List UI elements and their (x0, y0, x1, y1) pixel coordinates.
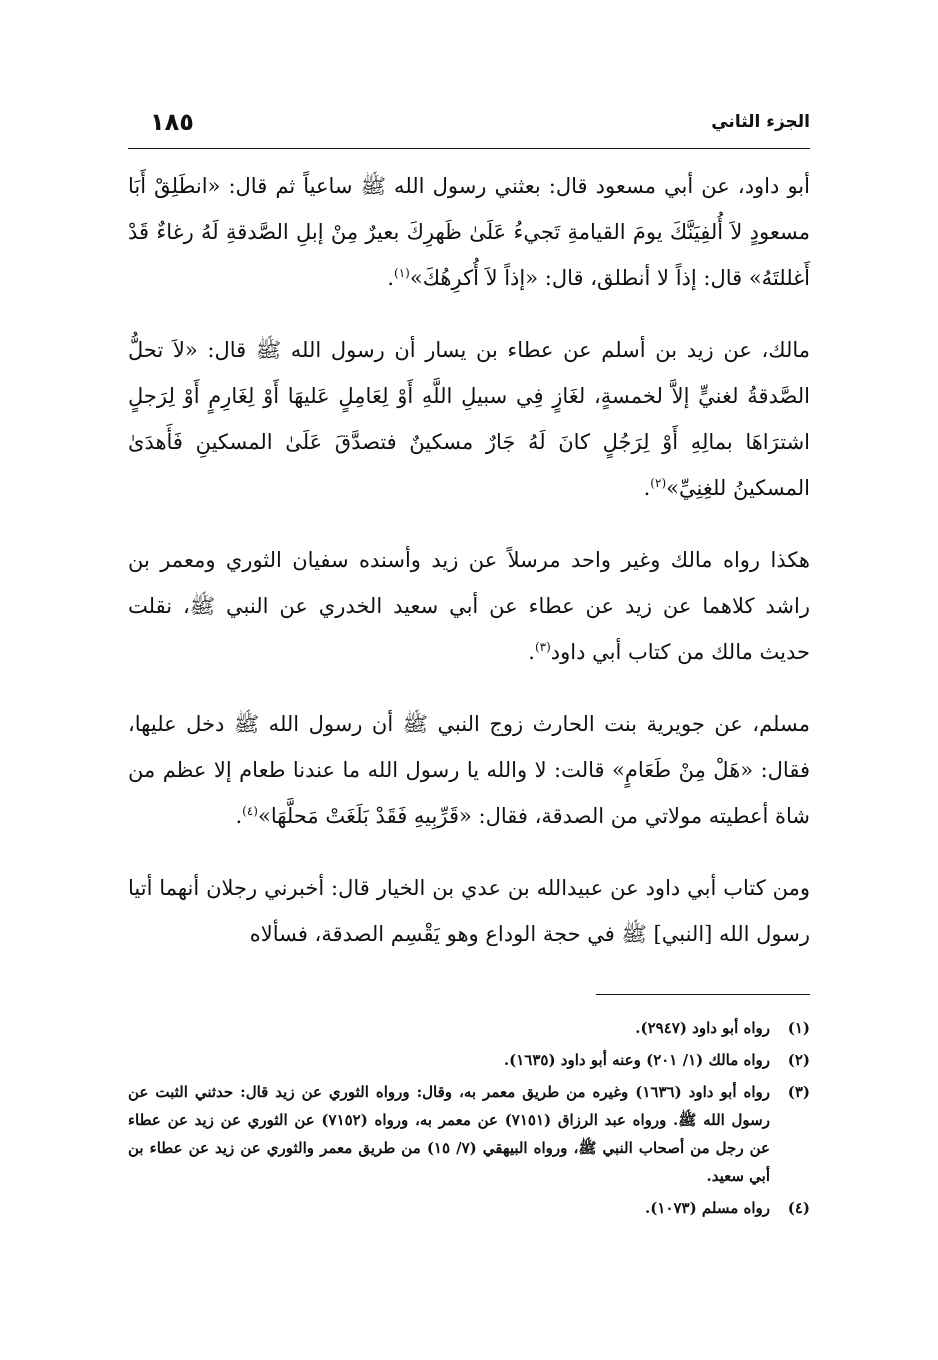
main-text (128, 163, 810, 983)
footnote-ref[interactable]: (١) (394, 266, 410, 280)
footnote-2 (128, 1046, 810, 1074)
footnote-text: رواه مالك (١/ ٢٠١) وعنه أبو داود (١٦٣٥). (503, 1051, 770, 1069)
paragraph-2: مالك، عن زيد بن أسلم عن عطاء بن يسار أن رسول الله ﷺ قال: «لاَ تحلُّ الصَّدقةُ لغنيٍّ إلاَّ لخمسةٍ، لغَازٍ فِي سبيلِ اللَّهِ أَوْ لِعَامِلٍ عَليهَا أَوْ لِغَارِمٍ أَوْ لِرَجلٍ اشترَاهَا بمالِهِ أَوْ لِرَجُلٍ كانَ لَهُ جَارٌ مسكينٌ فتصدَّقَ عَلَىٰ المسكينِ فَأَهدَىٰ المسكينُ للغِنِيِّ»$^{(٢)}$. (128, 338, 810, 500)
footnote-number: (١) (787, 1019, 810, 1037)
footnote-text: رواه أبو داود (١٦٣٦) وغيره من طريق معمر به، وقال: ورواه الثوري عن زيد قال: حدثني الثبت عن رسول الله ﷺ. ورواه عبد الرزاق (٧١٥١) عن معمر به، ورواه (٧١٥٢) عن الثوري عن زيد عن عطاء عن رجل من أصحاب النبي ﷺ، ورواه البيهقي (٧/ ١٥) من طريق معمر والثوري عن زيد عن عطاء بن أبي سعيد. (128, 1083, 771, 1185)
paragraph-3: هكذا رواه مالك وغير واحد مرسلاً عن زيد وأسنده سفيان الثوري ومعمر بن راشد كلاهما عن زيد عن عطاء عن أبي سعيد الخدري عن النبي ﷺ، نقلت حديث مالك من كتاب أبي داود$^{(٣)}$. (128, 548, 810, 664)
paragraph-4: مسلم، عن جويرية بنت الحارث زوج النبي ﷺ أن رسول الله ﷺ دخل عليها، فقال: «هَلْ مِنْ طَعَامٍ» قالت: لا والله يا رسول الله ما عندنا طعام إلا عظم من شاة أعطيته مولاتي من الصدقة، فقال: «قَرِّبِيهِ فَقَدْ بَلَغَتْ مَحلَّهَا»$^{(٤)}$. (128, 712, 810, 828)
paragraph-5 (128, 865, 810, 957)
paragraph-1: أبو داود، عن أبي مسعود قال: بعثني رسول الله ﷺ ساعياً ثم قال: «انطَلِقْ أَبَا مسعودٍ لاَ أُلفِيَنَّكَ يومَ القيامةِ تَجيءُ عَلَىٰ ظَهرِكَ بعيرٌ مِنْ إبلِ الصَّدقةِ لَهُ رغاءٌ قَدْ أَغللتَهُ» قال: إذاً لا أنطلق، قال: «إذاً لاَ أُكرِهُكَ»$^{(١)}$. (128, 174, 810, 290)
paragraph-text: مسلم، عن جويرية بنت الحارث زوج النبي ﷺ أن رسول الله ﷺ دخل عليها، فقال: «هَلْ مِنْ طَعَامٍ» قالت: لا والله يا رسول الله ما عندنا طعام إلا عظم من شاة أعطيته مولاتي من الصدقة، فقال: «قَرِّبِيهِ فَقَدْ بَلَغَتْ مَحلَّهَا» (128, 712, 810, 828)
paragraph-text: مالك، عن زيد بن أسلم عن عطاء بن يسار أن رسول الله ﷺ قال: «لاَ تحلُّ الصَّدقةُ لغنيٍّ إلاَّ لخمسةٍ، لغَازٍ فِي سبيلِ اللَّهِ أَوْ لِعَامِلٍ عَليهَا أَوْ لِغَارِمٍ أَوْ لِرَجلٍ اشترَاهَا بمالِهِ أَوْ لِرَجُلٍ كانَ لَهُ جَارٌ مسكينٌ فتصدَّقَ عَلَىٰ المسكينِ فَأَهدَىٰ المسكينُ للغِنِيِّ» (128, 338, 810, 500)
footnote-number: (٢) (787, 1051, 810, 1069)
footnote-ref[interactable]: (٣) (534, 640, 551, 654)
page-number: ١٨٥ (150, 108, 194, 136)
footnote-1 (128, 1014, 810, 1042)
footnote-rule (596, 994, 810, 995)
footnote-ref[interactable]: (٤) (242, 804, 258, 818)
footnote-text: رواه مسلم (١٠٧٣). (645, 1199, 770, 1217)
footnote-number: (٤) (787, 1199, 810, 1217)
running-head: الجزء الثاني (711, 112, 810, 132)
footnote-text: رواه أبو داود (٢٩٤٧). (635, 1019, 770, 1037)
footnote-ref[interactable]: (٢) (650, 476, 667, 490)
paragraph-text: أبو داود، عن أبي مسعود قال: بعثني رسول الله ﷺ ساعياً ثم قال: «انطَلِقْ أَبَا مسعودٍ لاَ أُلفِيَنَّكَ يومَ القيامةِ تَجيءُ عَلَىٰ ظَهرِكَ بعيرٌ مِنْ إبلِ الصَّدقةِ لَهُ رغاءٌ قَدْ أَغللتَهُ» قال: إذاً لا أنطلق، قال: «إذاً لاَ أُكرِهُكَ» (128, 174, 810, 290)
header-rule (128, 148, 810, 149)
footnote-4 (128, 1194, 810, 1222)
paragraph-text: هكذا رواه مالك وغير واحد مرسلاً عن زيد وأسنده سفيان الثوري ومعمر بن راشد كلاهما عن زيد عن عطاء عن أبي سعيد الخدري عن النبي ﷺ، نقلت حديث مالك من كتاب أبي داود (128, 548, 810, 664)
page-header (128, 108, 810, 148)
footnotes (128, 1014, 810, 1226)
paragraph-text: ومن كتاب أبي داود عن عبيدالله بن عدي بن الخيار قال: أخبرني رجلان أنهما أتيا رسول الله [النبي] ﷺ في حجة الوداع وهو يَقْسِم الصدقة، فسألاه (128, 876, 810, 946)
footnote-3 (128, 1078, 810, 1190)
footnote-number: (٣) (787, 1083, 810, 1101)
